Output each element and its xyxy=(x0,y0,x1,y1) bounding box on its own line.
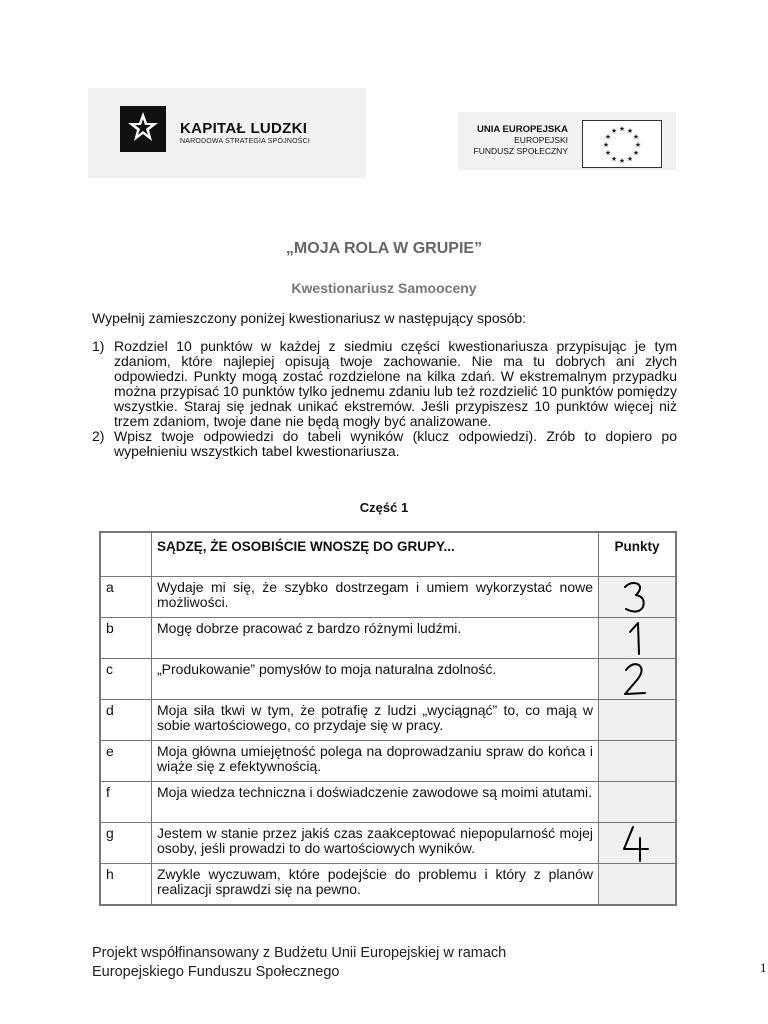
table-row xyxy=(100,618,676,659)
svg-text:★: ★ xyxy=(634,141,642,149)
step-number: 1) xyxy=(92,338,105,354)
svg-text:★: ★ xyxy=(604,133,612,141)
header-statement: SĄDZĘ, ŻE OSOBIŚCIE WNOSZĘ DO GRUPY... xyxy=(152,532,599,577)
row-letter: a xyxy=(100,577,152,618)
points-cell[interactable] xyxy=(599,741,677,782)
row-statement: Jestem w stanie przez jakiś czas zaakceptować niepopularność mojej osoby, jeśli prowadzi to do wartościowych wyników. xyxy=(152,823,599,864)
instruction-step xyxy=(92,429,677,459)
table-row xyxy=(100,782,676,823)
points-cell[interactable] xyxy=(599,577,677,618)
eu-line-2: EUROPEJSKI xyxy=(514,135,568,145)
row-letter: d xyxy=(100,700,152,741)
table-header-row xyxy=(100,532,676,577)
step-text: Wpisz twoje odpowiedzi do tabeli wyników (klucz odpowiedzi). Zrób to dopiero po wypełnieniu wszystkich tabel kwestionariusza. xyxy=(114,428,677,459)
footer-line-2: Europejskiego Funduszu Społecznego xyxy=(92,964,340,980)
points-cell[interactable] xyxy=(599,618,677,659)
row-statement: Mogę dobrze pracować z bardzo różnymi ludźmi. xyxy=(152,618,599,659)
points-cell[interactable] xyxy=(599,782,677,823)
eu-flag-icon xyxy=(582,120,662,168)
svg-text:★: ★ xyxy=(602,141,610,149)
kapital-ludzki-logo xyxy=(88,88,366,178)
row-statement: „Produkowanie” pomysłów to moja naturalna zdolność. xyxy=(152,659,599,700)
svg-text:★: ★ xyxy=(610,127,618,135)
handwritten-points xyxy=(617,659,653,699)
footer-line-1: Projekt współfinansowany z Budżetu Unii Europejskiej w ramach xyxy=(92,945,507,961)
kapital-ludzki-title: KAPITAŁ LUDZKI xyxy=(180,120,308,137)
handwritten-points xyxy=(617,618,653,658)
table-row xyxy=(100,823,676,864)
row-statement: Moja główna umiejętność polega na doprowadzaniu spraw do końca i wiąże się z efektywnością. xyxy=(152,741,599,782)
step-number: 2) xyxy=(92,428,105,444)
header-empty-cell xyxy=(100,532,152,577)
row-letter: c xyxy=(100,659,152,700)
points-cell[interactable] xyxy=(599,864,677,906)
questionnaire-table xyxy=(99,531,677,906)
handwritten-points xyxy=(617,823,653,863)
svg-text:★: ★ xyxy=(626,155,634,163)
row-letter: e xyxy=(100,741,152,782)
instruction-step xyxy=(92,339,677,429)
footer xyxy=(92,944,506,982)
instruction-list xyxy=(92,339,677,459)
eu-logo-text xyxy=(474,124,568,157)
svg-text:★: ★ xyxy=(632,133,640,141)
part-heading: Część 1 xyxy=(359,500,409,515)
points-value: 2 xyxy=(617,659,618,660)
eu-line-1: UNIA EUROPEJSKA xyxy=(477,124,568,135)
instructions-intro: Wypełnij zamieszczony poniżej kwestionariusz w następujący sposób: xyxy=(92,310,527,326)
row-letter: b xyxy=(100,618,152,659)
kapital-ludzki-subtitle: NARODOWA STRATEGIA SPÓJNOŚCI xyxy=(180,138,311,145)
header-points: Punkty xyxy=(599,532,677,577)
eu-line-3: FUNDUSZ SPOŁECZNY xyxy=(473,146,568,156)
table-row xyxy=(100,659,676,700)
svg-text:★: ★ xyxy=(626,127,634,135)
row-letter: g xyxy=(100,823,152,864)
row-letter: f xyxy=(100,782,152,823)
document-title: „MOJA ROLA W GRUPIE” xyxy=(285,240,483,257)
step-text: Rozdziel 10 punktów w każdej z siedmiu części kwestionariusza przypisując je tym zdaniom, które najlepiej opisują twoje zachowanie. Nie ma tu dobrych ani złych odpowiedzi. Punkty mogą zostać rozdzielone na kilka zdań. W ekstremalnym przypadku można przypisać 10 punktów tylko jednemu zdaniu lub też rozdzielić 10 punktów pomiędzy wszystkie. Staraj się jednak unikać ekstremów. Jeśli przypiszesz 10 punktów więcej niż trzem zdaniom, twoje dane nie będą mogły być analizowane. xyxy=(114,338,677,429)
page-number: 1 xyxy=(760,960,767,975)
row-statement: Moja siła tkwi w tym, że potrafię z ludzi „wyciągnąć” to, co mają w sobie wartościowego, co przydaje się w pracy. xyxy=(152,700,599,741)
svg-text:★: ★ xyxy=(618,157,626,165)
row-letter: h xyxy=(100,864,152,906)
points-cell[interactable] xyxy=(599,823,677,864)
svg-text:★: ★ xyxy=(632,149,640,157)
points-value: 3 xyxy=(617,577,618,578)
row-statement: Moja wiedza techniczna i doświadczenie zawodowe są moimi atutami. xyxy=(152,782,599,823)
svg-text:★: ★ xyxy=(604,149,612,157)
table-row xyxy=(100,700,676,741)
table-row xyxy=(100,577,676,618)
eu-logo xyxy=(458,112,676,170)
points-cell[interactable] xyxy=(599,700,677,741)
row-statement: Zwykle wyczuwam, które podejście do problemu i który z planów realizacji sprawdzi się na pewno. xyxy=(152,864,599,906)
row-statement: Wydaje mi się, że szybko dostrzegam i umiem wykorzystać nowe możliwości. xyxy=(152,577,599,618)
svg-text:★: ★ xyxy=(610,155,618,163)
points-value: 4 xyxy=(617,823,618,824)
handwritten-points xyxy=(617,577,653,617)
table-row xyxy=(100,864,676,906)
table-row xyxy=(100,741,676,782)
document-subtitle: Kwestionariusz Samooceny xyxy=(291,280,477,296)
points-value: 1 xyxy=(617,618,618,619)
points-cell[interactable] xyxy=(599,659,677,700)
kapital-ludzki-emblem-icon xyxy=(120,106,166,152)
svg-text:★: ★ xyxy=(618,125,626,133)
